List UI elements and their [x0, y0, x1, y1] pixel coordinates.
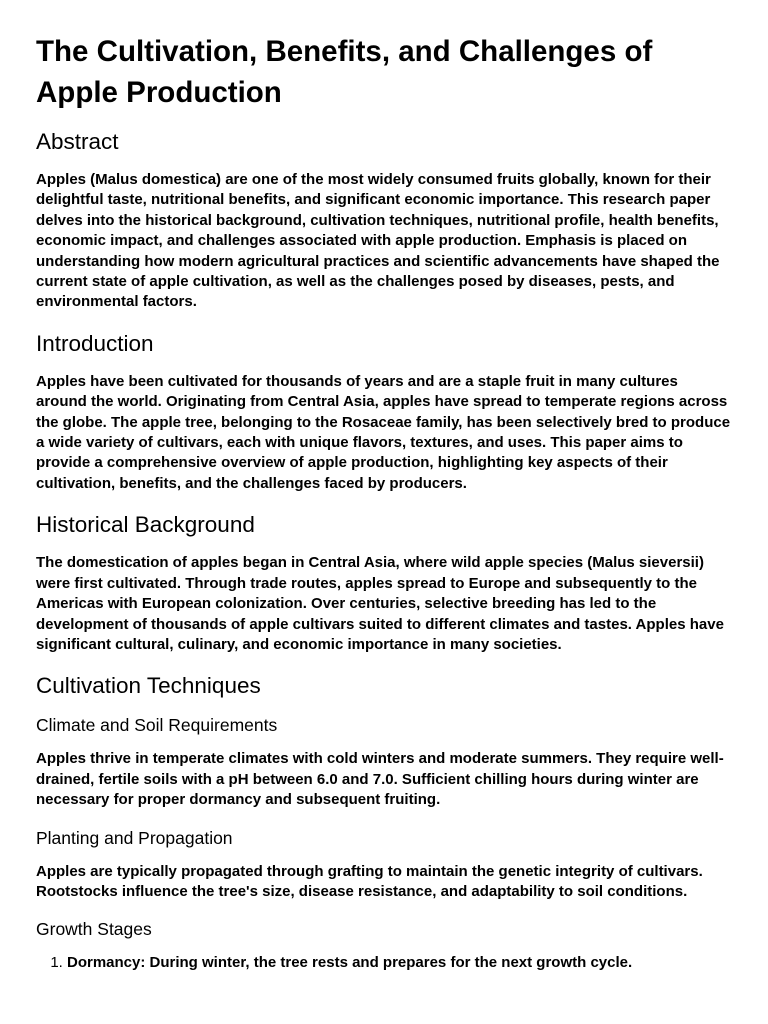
history-heading: Historical Background — [36, 512, 255, 538]
climate-soil-body: Apples thrive in temperate climates with cold winters and moderate summers. They require well-drained, fertile soils with a pH between 6.0 and 7.0. Sufficient chilling hours during winter are necessary for proper dormancy and subsequent fruiting. — [36, 750, 724, 809]
cultivation-heading: Cultivation Techniques — [36, 673, 261, 699]
history-body: The domestication of apples began in Central Asia, where wild apple species (Malus sieversii) were first cultivated. Through trade routes, apples spread to Europe and subsequently to the Americas with European colonization. Over centuries, selective breeding has led to the development of thousands of apple cultivars suited to different climates and tastes. Apples have significant cultural, culinary, and economic importance in many societies. — [36, 554, 724, 653]
list-item: 1. Dormancy: During winter, the tree rests and prepares for the next growth cycle. — [67, 953, 732, 973]
introduction-body: Apples have been cultivated for thousands of years and are a staple fruit in many cultures around the world. Originating from Central Asia, apples have spread to temperate regions across the globe. The apple tree, belonging to the Rosaceae family, has been selectively bred to produce a wide variety of cultivars, each with unique flavors, textures, and uses. This paper aims to provide a comprehensive overview of apple production, highlighting key aspects of their cultivation, benefits, and the challenges faced by producers. — [36, 372, 731, 492]
growth-stages-heading: Growth Stages — [36, 919, 152, 940]
planting-propagation-body: Apples are typically propagated through grafting to maintain the genetic integrity of cultivars. Rootstocks influence the tree's size, disease resistance, and adaptability to soil conditions. — [36, 862, 703, 900]
planting-propagation-heading: Planting and Propagation — [36, 827, 233, 848]
climate-soil-heading: Climate and Soil Requirements — [36, 715, 278, 736]
introduction-heading: Introduction — [36, 330, 154, 356]
abstract-heading: Abstract — [36, 129, 119, 154]
growth-stages-list — [36, 953, 732, 973]
document-title: The Cultivation, Benefits, and Challenges of Apple Production — [36, 35, 653, 109]
abstract-body: Apples (Malus domestica) are one of the most widely consumed fruits globally, known for their delightful taste, nutritional benefits, and significant economic importance. This research paper delves into the historical background, cultivation techniques, nutritional profile, health benefits, economic impact, and challenges associated with apple production. Emphasis is placed on understanding how modern agricultural practices and scientific advancements have shaped the current state of apple cultivation, as well as the challenges posed by diseases, pests, and environmental factors. — [36, 171, 720, 311]
